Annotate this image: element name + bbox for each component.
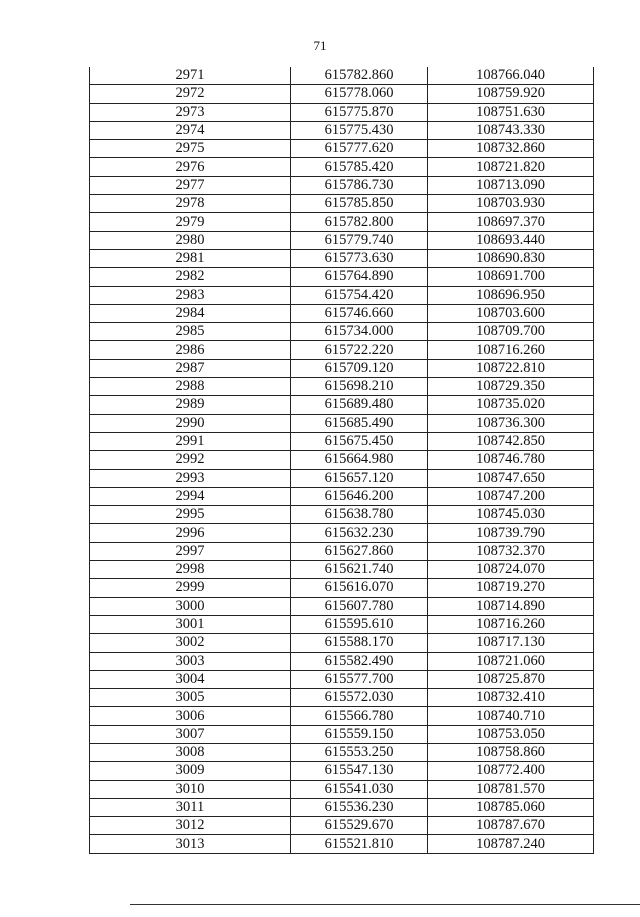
x-coordinate-cell: 615785.850 — [291, 195, 428, 213]
table-row — [90, 231, 594, 249]
point-number-cell: 2985 — [90, 323, 291, 341]
point-number-cell: 2992 — [90, 451, 291, 469]
table-row — [90, 103, 594, 121]
y-coordinate-cell: 108693.440 — [428, 231, 594, 249]
point-number-cell: 2997 — [90, 542, 291, 560]
y-coordinate-cell: 108690.830 — [428, 249, 594, 267]
y-coordinate-cell: 108772.400 — [428, 762, 594, 780]
point-number-cell: 2973 — [90, 103, 291, 121]
point-number-cell: 3009 — [90, 762, 291, 780]
x-coordinate-cell: 615595.610 — [291, 615, 428, 633]
x-coordinate-cell: 615775.870 — [291, 103, 428, 121]
y-coordinate-cell: 108722.810 — [428, 359, 594, 377]
y-coordinate-cell: 108703.600 — [428, 304, 594, 322]
point-number-cell: 2980 — [90, 231, 291, 249]
point-number-cell: 3012 — [90, 817, 291, 835]
table-row — [90, 176, 594, 194]
table-row — [90, 195, 594, 213]
table-row — [90, 213, 594, 231]
x-coordinate-cell: 615777.620 — [291, 140, 428, 158]
point-number-cell: 2987 — [90, 359, 291, 377]
table-row — [90, 469, 594, 487]
y-coordinate-cell: 108758.860 — [428, 743, 594, 761]
y-coordinate-cell: 108732.410 — [428, 689, 594, 707]
table-row — [90, 707, 594, 725]
y-coordinate-cell: 108717.130 — [428, 634, 594, 652]
table-row — [90, 542, 594, 560]
y-coordinate-cell: 108745.030 — [428, 506, 594, 524]
table-row — [90, 451, 594, 469]
table-row — [90, 597, 594, 615]
x-coordinate-cell: 615588.170 — [291, 634, 428, 652]
x-coordinate-cell: 615607.780 — [291, 597, 428, 615]
table-row — [90, 359, 594, 377]
y-coordinate-cell: 108766.040 — [428, 67, 594, 85]
point-number-cell: 2977 — [90, 176, 291, 194]
y-coordinate-cell: 108740.710 — [428, 707, 594, 725]
x-coordinate-cell: 615778.060 — [291, 85, 428, 103]
table-row — [90, 561, 594, 579]
table-row — [90, 432, 594, 450]
table-row — [90, 798, 594, 816]
x-coordinate-cell: 615632.230 — [291, 524, 428, 542]
point-number-cell: 3008 — [90, 743, 291, 761]
table-row — [90, 323, 594, 341]
table-row — [90, 689, 594, 707]
x-coordinate-cell: 615577.700 — [291, 670, 428, 688]
table-row — [90, 780, 594, 798]
x-coordinate-cell: 615785.420 — [291, 158, 428, 176]
point-number-cell: 3013 — [90, 835, 291, 853]
y-coordinate-cell: 108751.630 — [428, 103, 594, 121]
x-coordinate-cell: 615709.120 — [291, 359, 428, 377]
page-number: 71 — [313, 38, 327, 53]
x-coordinate-cell: 615698.210 — [291, 378, 428, 396]
x-coordinate-cell: 615621.740 — [291, 561, 428, 579]
table-row — [90, 158, 594, 176]
point-number-cell: 2991 — [90, 432, 291, 450]
point-number-cell: 2975 — [90, 140, 291, 158]
y-coordinate-cell: 108732.860 — [428, 140, 594, 158]
y-coordinate-cell: 108743.330 — [428, 121, 594, 139]
y-coordinate-cell: 108696.950 — [428, 286, 594, 304]
point-number-cell: 3003 — [90, 652, 291, 670]
x-coordinate-cell: 615657.120 — [291, 469, 428, 487]
y-coordinate-cell: 108747.650 — [428, 469, 594, 487]
y-coordinate-cell: 108787.670 — [428, 817, 594, 835]
coordinate-table — [89, 67, 594, 854]
point-number-cell: 2972 — [90, 85, 291, 103]
table-row — [90, 835, 594, 853]
table-row — [90, 725, 594, 743]
y-coordinate-cell: 108716.260 — [428, 615, 594, 633]
x-coordinate-cell: 615734.000 — [291, 323, 428, 341]
x-coordinate-cell: 615582.490 — [291, 652, 428, 670]
table-row — [90, 670, 594, 688]
point-number-cell: 2982 — [90, 268, 291, 286]
y-coordinate-cell: 108732.370 — [428, 542, 594, 560]
x-coordinate-cell: 615638.780 — [291, 506, 428, 524]
y-coordinate-cell: 108716.260 — [428, 341, 594, 359]
x-coordinate-cell: 615782.800 — [291, 213, 428, 231]
table-row — [90, 140, 594, 158]
y-coordinate-cell: 108736.300 — [428, 414, 594, 432]
point-number-cell: 2978 — [90, 195, 291, 213]
x-coordinate-cell: 615553.250 — [291, 743, 428, 761]
point-number-cell: 2996 — [90, 524, 291, 542]
point-number-cell: 3011 — [90, 798, 291, 816]
table-row — [90, 249, 594, 267]
point-number-cell: 2993 — [90, 469, 291, 487]
x-coordinate-cell: 615664.980 — [291, 451, 428, 469]
point-number-cell: 2999 — [90, 579, 291, 597]
x-coordinate-cell: 615646.200 — [291, 487, 428, 505]
x-coordinate-cell: 615675.450 — [291, 432, 428, 450]
table-row — [90, 762, 594, 780]
x-coordinate-cell: 615572.030 — [291, 689, 428, 707]
point-number-cell: 2994 — [90, 487, 291, 505]
y-coordinate-cell: 108747.200 — [428, 487, 594, 505]
table-row — [90, 414, 594, 432]
y-coordinate-cell: 108753.050 — [428, 725, 594, 743]
point-number-cell: 2976 — [90, 158, 291, 176]
y-coordinate-cell: 108729.350 — [428, 378, 594, 396]
y-coordinate-cell: 108785.060 — [428, 798, 594, 816]
x-coordinate-cell: 615775.430 — [291, 121, 428, 139]
coordinate-table-body — [90, 67, 594, 853]
table-row — [90, 817, 594, 835]
x-coordinate-cell: 615541.030 — [291, 780, 428, 798]
y-coordinate-cell: 108739.790 — [428, 524, 594, 542]
y-coordinate-cell: 108746.780 — [428, 451, 594, 469]
y-coordinate-cell: 108714.890 — [428, 597, 594, 615]
x-coordinate-cell: 615536.230 — [291, 798, 428, 816]
y-coordinate-cell: 108721.820 — [428, 158, 594, 176]
table-row — [90, 487, 594, 505]
x-coordinate-cell: 615521.810 — [291, 835, 428, 853]
table-row — [90, 579, 594, 597]
y-coordinate-cell: 108735.020 — [428, 396, 594, 414]
y-coordinate-cell: 108725.870 — [428, 670, 594, 688]
x-coordinate-cell: 615689.480 — [291, 396, 428, 414]
x-coordinate-cell: 615547.130 — [291, 762, 428, 780]
point-number-cell: 2979 — [90, 213, 291, 231]
x-coordinate-cell: 615779.740 — [291, 231, 428, 249]
point-number-cell: 2988 — [90, 378, 291, 396]
x-coordinate-cell: 615782.860 — [291, 67, 428, 85]
point-number-cell: 2984 — [90, 304, 291, 322]
table-row — [90, 121, 594, 139]
point-number-cell: 3006 — [90, 707, 291, 725]
point-number-cell: 3001 — [90, 615, 291, 633]
table-row — [90, 506, 594, 524]
point-number-cell: 2995 — [90, 506, 291, 524]
table-row — [90, 67, 594, 85]
y-coordinate-cell: 108703.930 — [428, 195, 594, 213]
x-coordinate-cell: 615754.420 — [291, 286, 428, 304]
x-coordinate-cell: 615746.660 — [291, 304, 428, 322]
y-coordinate-cell: 108697.370 — [428, 213, 594, 231]
point-number-cell: 2983 — [90, 286, 291, 304]
y-coordinate-cell: 108719.270 — [428, 579, 594, 597]
table-row — [90, 378, 594, 396]
y-coordinate-cell: 108781.570 — [428, 780, 594, 798]
x-coordinate-cell: 615685.490 — [291, 414, 428, 432]
footer-line — [130, 904, 640, 905]
table-row — [90, 304, 594, 322]
point-number-cell: 3010 — [90, 780, 291, 798]
point-number-cell: 2989 — [90, 396, 291, 414]
y-coordinate-cell: 108691.700 — [428, 268, 594, 286]
table-row — [90, 634, 594, 652]
x-coordinate-cell: 615773.630 — [291, 249, 428, 267]
y-coordinate-cell: 108759.920 — [428, 85, 594, 103]
y-coordinate-cell: 108721.060 — [428, 652, 594, 670]
point-number-cell: 2990 — [90, 414, 291, 432]
table-row — [90, 524, 594, 542]
y-coordinate-cell: 108724.070 — [428, 561, 594, 579]
y-coordinate-cell: 108787.240 — [428, 835, 594, 853]
point-number-cell: 2974 — [90, 121, 291, 139]
table-row — [90, 652, 594, 670]
x-coordinate-cell: 615566.780 — [291, 707, 428, 725]
table-row — [90, 396, 594, 414]
x-coordinate-cell: 615616.070 — [291, 579, 428, 597]
point-number-cell: 3005 — [90, 689, 291, 707]
point-number-cell: 2986 — [90, 341, 291, 359]
table-row — [90, 85, 594, 103]
y-coordinate-cell: 108742.850 — [428, 432, 594, 450]
x-coordinate-cell: 615764.890 — [291, 268, 428, 286]
x-coordinate-cell: 615529.670 — [291, 817, 428, 835]
table-row — [90, 341, 594, 359]
x-coordinate-cell: 615627.860 — [291, 542, 428, 560]
y-coordinate-cell: 108713.090 — [428, 176, 594, 194]
x-coordinate-cell: 615559.150 — [291, 725, 428, 743]
point-number-cell: 3007 — [90, 725, 291, 743]
point-number-cell: 3004 — [90, 670, 291, 688]
x-coordinate-cell: 615786.730 — [291, 176, 428, 194]
point-number-cell: 3002 — [90, 634, 291, 652]
point-number-cell: 2998 — [90, 561, 291, 579]
table-row — [90, 615, 594, 633]
point-number-cell: 3000 — [90, 597, 291, 615]
table-row — [90, 743, 594, 761]
x-coordinate-cell: 615722.220 — [291, 341, 428, 359]
table-row — [90, 268, 594, 286]
y-coordinate-cell: 108709.700 — [428, 323, 594, 341]
table-row — [90, 286, 594, 304]
point-number-cell: 2971 — [90, 67, 291, 85]
point-number-cell: 2981 — [90, 249, 291, 267]
